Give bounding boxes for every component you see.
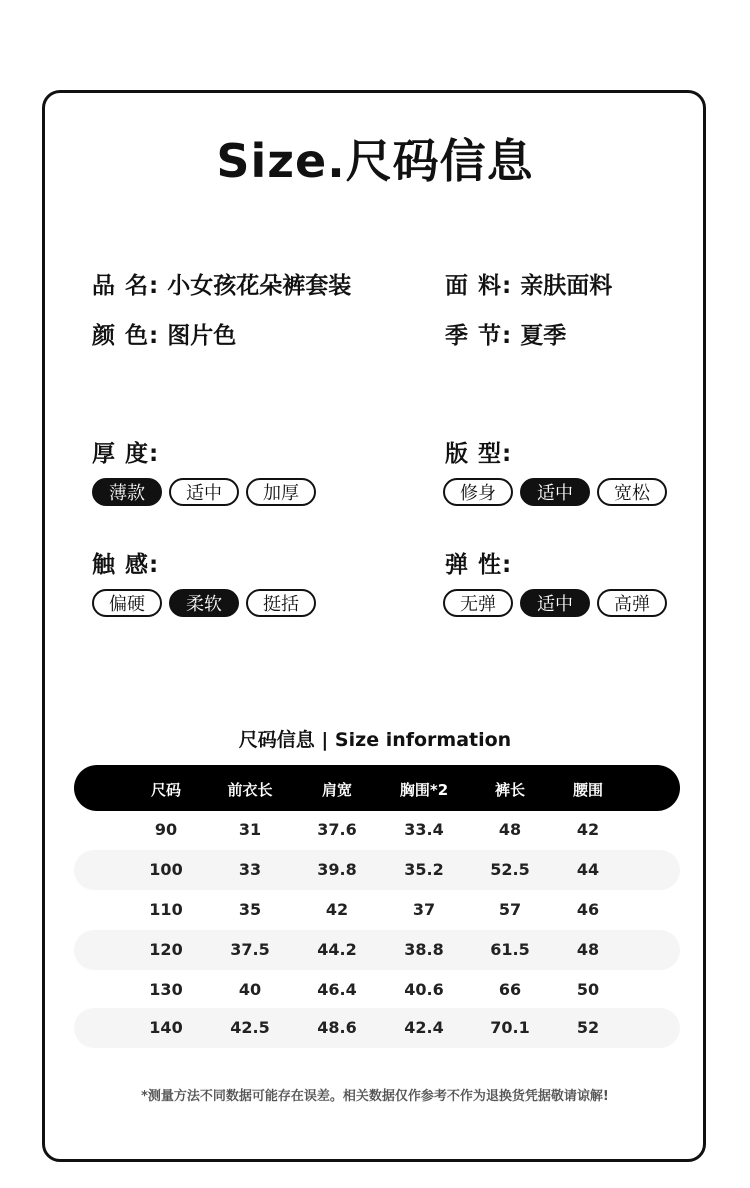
table-cell: 38.8 — [404, 940, 444, 959]
size-table-header — [74, 765, 680, 811]
info-season-label: 季 节: — [445, 323, 513, 349]
header-cell: 胸围*2 — [399, 781, 449, 799]
table-cell: 37 — [412, 900, 436, 919]
table-cell: 37.5 — [230, 940, 270, 959]
table-row — [74, 810, 680, 850]
table-cell: 42.4 — [404, 1018, 444, 1037]
table-cell: 44.2 — [317, 940, 357, 959]
info-color-label: 颜 色: — [92, 323, 160, 349]
elasticity-options — [443, 589, 667, 617]
info-name — [92, 267, 351, 300]
table-cell: 130 — [149, 980, 183, 999]
table-cell: 50 — [576, 980, 600, 999]
table-cell: 42 — [576, 820, 600, 839]
info-color-value: 图片色 — [167, 323, 237, 349]
thickness-option: 薄款 — [92, 478, 162, 506]
fit-option: 宽松 — [597, 478, 667, 506]
thickness-options — [92, 478, 316, 506]
header-cell: 裤长 — [494, 781, 525, 799]
thickness-label: 厚 度: — [92, 441, 160, 467]
table-cell: 48 — [576, 940, 600, 959]
table-cell: 57 — [498, 900, 522, 919]
fit-option: 适中 — [520, 478, 590, 506]
fit-label: 版 型: — [445, 441, 513, 467]
table-cell: 35.2 — [404, 860, 444, 879]
table-cell: 40 — [238, 980, 262, 999]
info-fabric-value: 亲肤面料 — [520, 273, 613, 299]
table-cell: 40.6 — [404, 980, 444, 999]
fit-options — [443, 478, 667, 506]
table-row — [74, 850, 680, 890]
table-cell: 42.5 — [230, 1018, 270, 1037]
info-fabric — [445, 267, 612, 300]
table-row — [74, 890, 680, 930]
footnote: *测量方法不同数据可能存在误差。相关数据仅作参考不作为退换货凭据敬请谅解! — [141, 1089, 609, 1104]
touch-label: 触 感: — [92, 552, 160, 578]
table-row — [74, 1008, 680, 1048]
table-cell: 44 — [576, 860, 600, 879]
table-cell: 52 — [576, 1018, 600, 1037]
table-cell: 46 — [576, 900, 600, 919]
table-row — [74, 930, 680, 970]
table-cell: 100 — [149, 860, 183, 879]
header-cell: 尺码 — [150, 781, 181, 799]
table-cell: 66 — [498, 980, 522, 999]
size-table-title: 尺码信息 | Size information — [238, 729, 512, 751]
touch-options — [92, 589, 316, 617]
table-cell: 33 — [238, 860, 262, 879]
table-cell: 33.4 — [404, 820, 444, 839]
table-cell: 110 — [149, 900, 183, 919]
table-cell: 37.6 — [317, 820, 357, 839]
table-cell: 42 — [325, 900, 349, 919]
info-name-label: 品 名: — [92, 273, 160, 299]
elasticity-label: 弹 性: — [445, 552, 513, 578]
table-cell: 39.8 — [317, 860, 357, 879]
page-title: Size.尺码信息 — [216, 134, 534, 188]
touch-option: 挺括 — [246, 589, 316, 617]
table-cell: 48.6 — [317, 1018, 357, 1037]
elasticity-option: 无弹 — [443, 589, 513, 617]
touch-option: 柔软 — [169, 589, 239, 617]
table-cell: 90 — [154, 820, 178, 839]
fit-option: 修身 — [443, 478, 513, 506]
info-name-value: 小女孩花朵裤套装 — [167, 273, 352, 299]
table-cell: 70.1 — [490, 1018, 530, 1037]
header-cell: 前衣长 — [227, 781, 273, 799]
thickness-option: 适中 — [169, 478, 239, 506]
table-cell: 31 — [238, 820, 262, 839]
touch-option: 偏硬 — [92, 589, 162, 617]
table-cell: 35 — [238, 900, 262, 919]
table-cell: 48 — [498, 820, 522, 839]
table-cell: 120 — [149, 940, 183, 959]
header-cell: 腰围 — [572, 781, 603, 799]
info-season — [445, 317, 566, 350]
table-row — [74, 970, 680, 1010]
table-cell: 46.4 — [317, 980, 357, 999]
elasticity-option: 高弹 — [597, 589, 667, 617]
thickness-option: 加厚 — [246, 478, 316, 506]
info-color — [92, 317, 236, 350]
header-cell: 肩宽 — [321, 781, 352, 799]
elasticity-option: 适中 — [520, 589, 590, 617]
table-cell: 140 — [149, 1018, 183, 1037]
table-cell: 61.5 — [490, 940, 530, 959]
info-season-value: 夏季 — [520, 323, 567, 349]
info-fabric-label: 面 料: — [445, 273, 513, 299]
table-cell: 52.5 — [490, 860, 530, 879]
